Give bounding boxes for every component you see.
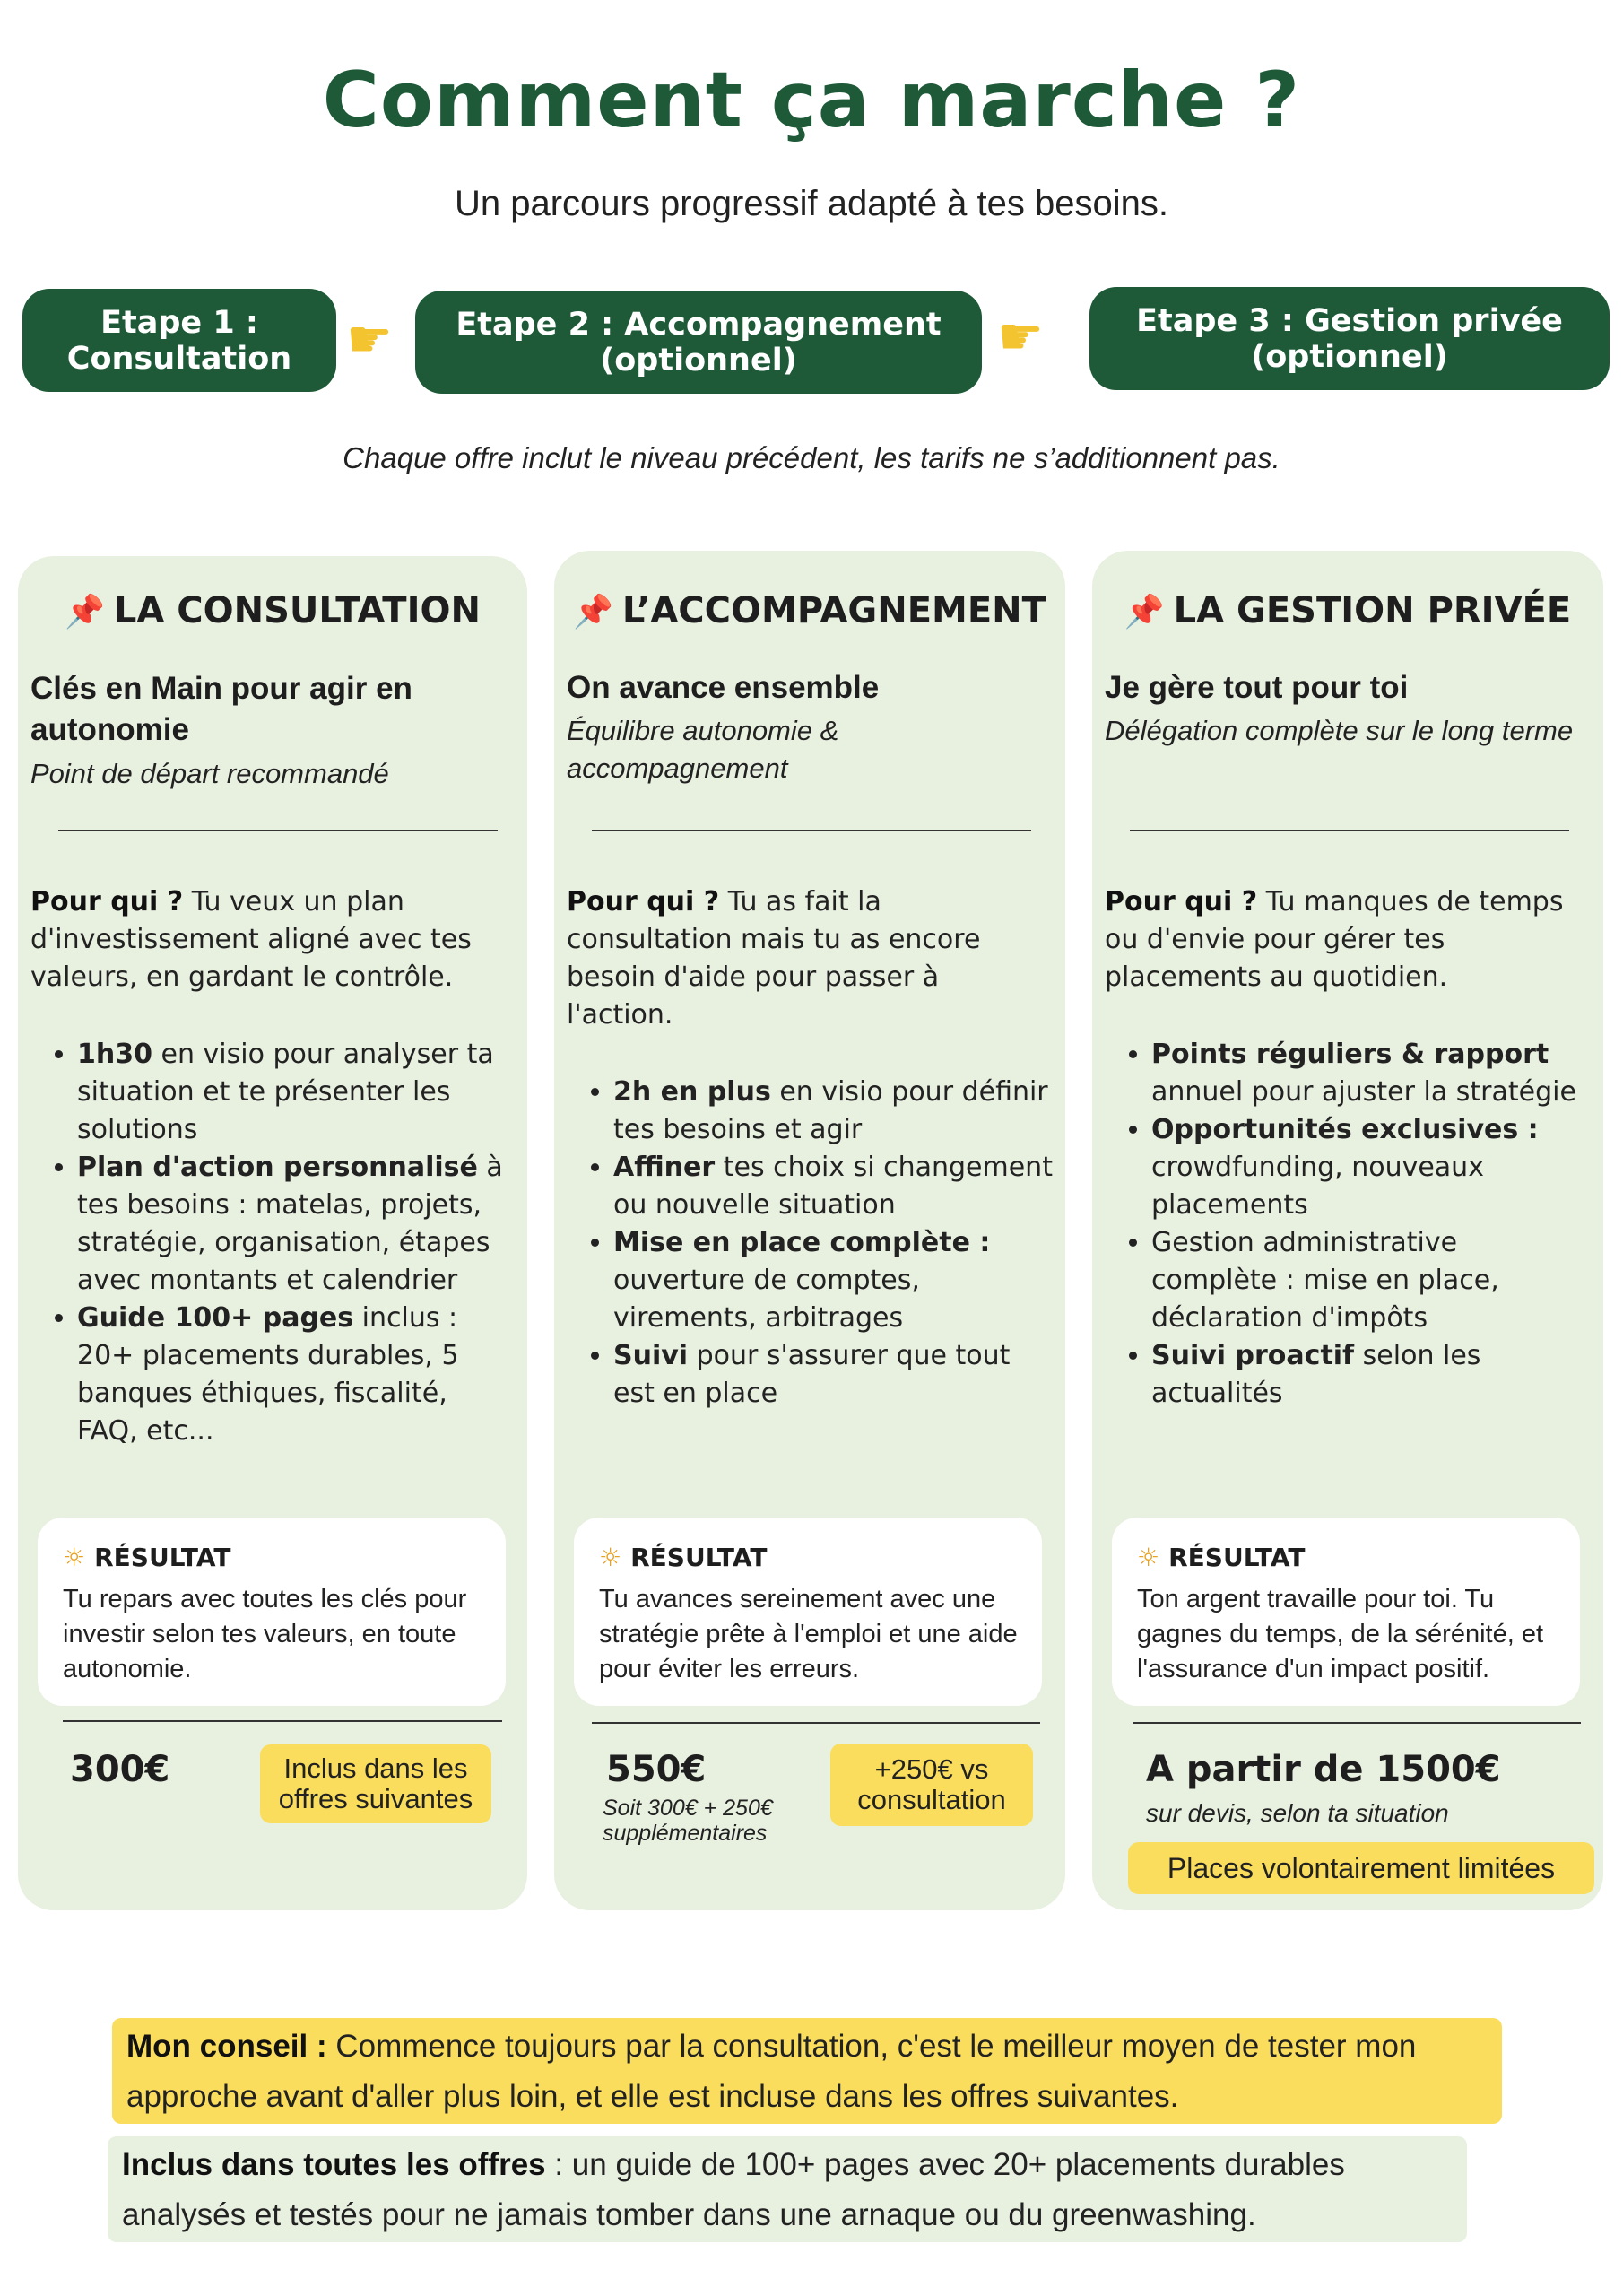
list-item: • 2h en plus en visio pour définir tes besoins et agir xyxy=(613,1074,1053,1149)
offer-tagline: On avance ensemble xyxy=(567,670,880,705)
offer-target: Pour qui ? Tu manques de temps ou d'envie pour gérer tes placements au quotidien. xyxy=(1105,886,1564,993)
offer-features xyxy=(30,1036,515,1450)
offer-title: 📌 L’ACCOMPAGNEMENT xyxy=(573,590,1046,631)
result-text: Tu avances sereinement avec une stratégie prête à l'emploi et une aide pour éviter les erreurs. xyxy=(599,1585,1018,1683)
sun-icon: ☼ xyxy=(1137,1543,1160,1572)
pushpin-icon: 📌 xyxy=(65,594,105,631)
list-item: • Gestion administrative complète : mise en place, déclaration d'impôts xyxy=(1151,1224,1591,1337)
pushpin-icon: 📌 xyxy=(1124,594,1165,631)
pointing-hand-icon: ☛ xyxy=(346,309,393,370)
result-text: Ton argent travaille pour toi. Tu gagnes du temps, de la sérénité, et l'assurance d'un impact positif. xyxy=(1137,1585,1544,1683)
offer-badge: Inclus dans les offres suivantes xyxy=(260,1744,491,1823)
offer-card-consultation xyxy=(18,556,527,1910)
steps-note: Chaque offre inclut le niveau précédent, les tarifs ne s’additionnent pas. xyxy=(343,441,1280,474)
offer-target: Pour qui ? Tu veux un plan d'investissement aligné avec tes valeurs, en gardant le contrôle. xyxy=(30,886,472,993)
result-box xyxy=(574,1518,1042,1706)
list-item: • Plan d'action personnalisé à tes besoins : matelas, projets, stratégie, organisation, étapes avec montants et calendrier xyxy=(77,1149,515,1300)
step-3-button[interactable]: Etape 3 : Gestion privée (optionnel) xyxy=(1089,287,1610,390)
result-text: Tu repars avec toutes les clés pour investir selon tes valeurs, en toute autonomie. xyxy=(63,1585,467,1683)
offer-title: 📌 LA CONSULTATION xyxy=(65,590,481,631)
offer-title: 📌 LA GESTION PRIVÉE xyxy=(1124,590,1572,631)
offer-features xyxy=(567,1074,1053,1413)
offer-price: A partir de 1500€ xyxy=(1146,1749,1501,1790)
offer-tagline-sub: Équilibre autonomie & accompagnement xyxy=(567,715,839,784)
offer-card-gestion-privee xyxy=(1092,551,1603,1910)
offer-price-detail: Soit 300€ + 250€ supplémentaires xyxy=(603,1796,773,1846)
list-item: • Guide 100+ pages inclus : 20+ placements durables, 5 banques éthiques, fiscalité, FAQ, etc... xyxy=(77,1300,515,1450)
offer-features xyxy=(1105,1036,1591,1413)
list-item: • 1h30 en visio pour analyser ta situation et te présenter les solutions xyxy=(77,1036,515,1149)
divider xyxy=(592,1722,1040,1724)
list-item: • Suivi pour s'assurer que tout est en place xyxy=(613,1337,1053,1413)
offer-tagline-sub: Point de départ recommandé xyxy=(30,758,389,789)
divider xyxy=(1133,1722,1581,1724)
page-subtitle: Un parcours progressif adapté à tes besoins. xyxy=(455,184,1168,223)
offer-tagline: Je gère tout pour toi xyxy=(1105,670,1409,705)
offer-card-accompagnement xyxy=(554,551,1065,1910)
pushpin-icon: 📌 xyxy=(573,594,613,631)
list-item: • Affiner tes choix si changement ou nouvelle situation xyxy=(613,1149,1053,1224)
divider xyxy=(58,830,498,831)
offer-badge: Places volontairement limitées xyxy=(1128,1842,1594,1894)
list-item: • Mise en place complète : ouverture de comptes, virements, arbitrages xyxy=(613,1224,1053,1337)
offer-target: Pour qui ? Tu as fait la consultation mais tu as encore besoin d'aide pour passer à l'action. xyxy=(567,886,981,1031)
offer-tagline: Clés en Main pour agir en autonomie xyxy=(30,671,412,747)
result-heading: ☼ RÉSULTAT xyxy=(1137,1543,1306,1572)
offer-tagline-sub: Délégation complète sur le long terme xyxy=(1105,715,1574,746)
list-item: • Suivi proactif selon les actualités xyxy=(1151,1337,1591,1413)
step-1-button[interactable]: Etape 1 : Consultation xyxy=(22,289,336,392)
advice-box: Mon conseil : Commence toujours par la consultation, c'est le meilleur moyen de tester mon approche avant d'aller plus loin, et elle est incluse dans les offres suivantes. xyxy=(112,2018,1502,2124)
divider xyxy=(63,1720,502,1722)
list-item: • Points réguliers & rapport annuel pour ajuster la stratégie xyxy=(1151,1036,1591,1111)
pointing-hand-icon: ☛ xyxy=(997,306,1044,367)
divider xyxy=(592,830,1031,831)
sun-icon: ☼ xyxy=(599,1543,622,1572)
offer-badge: +250€ vs consultation xyxy=(830,1744,1033,1826)
included-box: Inclus dans toutes les offres : un guide de 100+ pages avec 20+ placements durables analysés et testés pour ne jamais tomber dans une arnaque ou du greenwashing. xyxy=(108,2136,1467,2242)
offer-price: 550€ xyxy=(606,1749,707,1790)
result-heading: ☼ RÉSULTAT xyxy=(63,1543,231,1572)
offer-price-detail: sur devis, selon ta situation xyxy=(1146,1799,1449,1827)
sun-icon: ☼ xyxy=(63,1543,86,1572)
step-2-button[interactable]: Etape 2 : Accompagnement (optionnel) xyxy=(415,291,982,394)
page-title: Comment ça marche ? xyxy=(322,56,1301,145)
result-box xyxy=(38,1518,506,1706)
list-item: • Opportunités exclusives : crowdfunding, nouveaux placements xyxy=(1151,1111,1591,1224)
result-box xyxy=(1112,1518,1580,1706)
offer-price: 300€ xyxy=(70,1749,170,1790)
divider xyxy=(1130,830,1569,831)
result-heading: ☼ RÉSULTAT xyxy=(599,1543,768,1572)
